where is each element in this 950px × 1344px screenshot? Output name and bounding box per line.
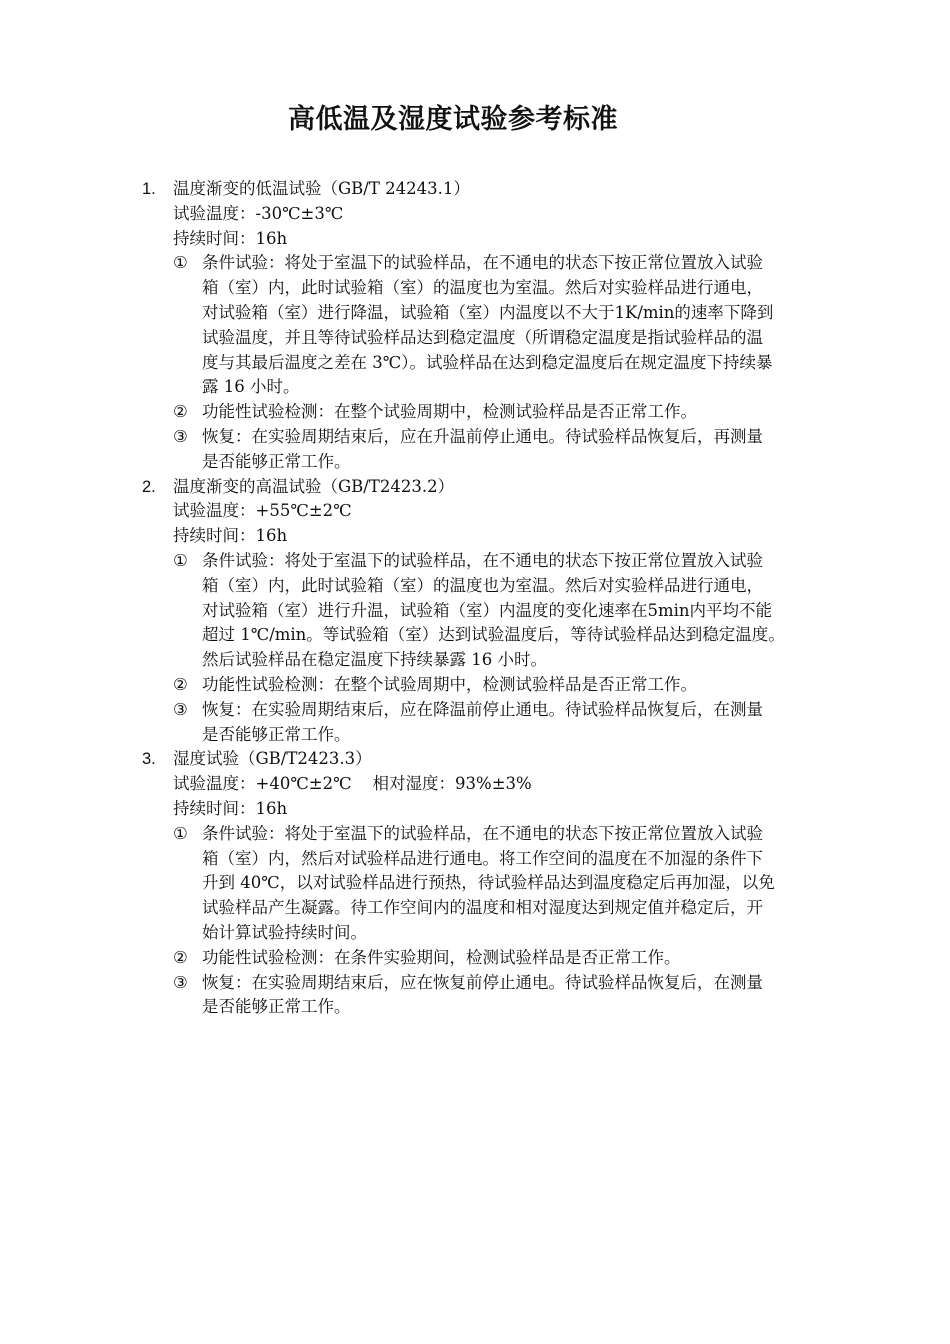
- text-line: 功能性试验检测：在整个试验周期中，检测试验样品是否正常工作。: [202, 674, 697, 694]
- sub-item-functional-check: [173, 673, 872, 698]
- sub-item-text: [202, 549, 872, 673]
- test-duration: 持续时间：16h: [173, 228, 288, 248]
- section-number: 1.: [142, 180, 156, 198]
- sub-item-text: [202, 673, 872, 698]
- circled-number-1: ①: [173, 823, 188, 843]
- sub-item-recovery: [173, 971, 872, 1021]
- circled-number-3: ③: [173, 972, 188, 992]
- test-temperature: 试验温度：+55℃±2℃: [173, 501, 352, 521]
- text-line: 恢复：在实验周期结束后，应在恢复前停止通电。待试验样品恢复后，在测量: [202, 972, 763, 992]
- text-line: 恢复：在实验周期结束后，应在降温前停止通电。待试验样品恢复后，在测量: [202, 699, 763, 719]
- text-line: 功能性试验检测：在条件实验期间，检测试验样品是否正常工作。: [202, 947, 681, 967]
- sub-item-text: [202, 425, 872, 475]
- text-line: 是否能够正常工作。: [202, 997, 351, 1017]
- test-duration: 持续时间：16h: [173, 526, 288, 546]
- section-1: [142, 177, 872, 475]
- text-line: 对试验箱（室）进行降温，试验箱（室）内温度以不大于1K/min的速率下降到: [202, 302, 774, 322]
- text-line: 试验温度，并且等待试验样品达到稳定温度（所谓稳定温度是指试验样品的温: [202, 327, 763, 347]
- sub-item-text: [202, 822, 872, 946]
- circled-number-2: ②: [173, 674, 188, 694]
- circled-number-3: ③: [173, 426, 188, 446]
- circled-number-1: ①: [173, 550, 188, 570]
- sub-item-text: [202, 946, 872, 971]
- sub-item-conditioning: [173, 822, 872, 946]
- sub-item-functional-check: [173, 400, 872, 425]
- text-line: 功能性试验检测：在整个试验周期中，检测试验样品是否正常工作。: [202, 402, 697, 422]
- text-line: 然后试验样品在稳定温度下持续暴露 16 小时。: [202, 650, 547, 670]
- circled-number-2: ②: [173, 402, 188, 422]
- text-line: 箱（室）内，此时试验箱（室）的温度也为室温。然后对实验样品进行通电，: [202, 278, 763, 298]
- test-duration: 持续时间：16h: [173, 798, 288, 818]
- text-line: 露 16 小时。: [202, 377, 300, 397]
- sub-item-text: [202, 400, 872, 425]
- text-line: 条件试验：将处于室温下的试验样品，在不通电的状态下按正常位置放入试验: [202, 550, 763, 570]
- test-temperature: 试验温度：-30℃±3℃: [173, 203, 344, 223]
- text-line: 升到 40℃，以对试验样品进行预热，待试验样品达到温度稳定后再加湿，以免: [202, 873, 775, 893]
- sub-item-text: [202, 698, 872, 748]
- sections-list: [142, 177, 872, 1020]
- section-number: 2.: [142, 477, 156, 496]
- sub-item-recovery: [173, 425, 872, 475]
- text-line: 对试验箱（室）进行升温，试验箱（室）内温度的变化速率在5min内平均不能: [202, 600, 773, 620]
- section-number: 3.: [142, 750, 156, 769]
- page-title: 高低温及湿度试验参考标准: [288, 104, 618, 135]
- text-line: 试验样品产生凝露。待工作空间内的温度和相对湿度达到规定值并稳定后，开: [202, 898, 763, 918]
- sub-item-text: [202, 971, 872, 1021]
- circled-number-3: ③: [173, 699, 188, 719]
- sub-item-conditioning: [173, 549, 872, 673]
- circled-number-2: ②: [173, 947, 188, 967]
- text-line: 是否能够正常工作。: [202, 451, 351, 471]
- text-line: 箱（室）内，此时试验箱（室）的温度也为室温。然后对实验样品进行通电，: [202, 575, 763, 595]
- sub-item-text: [202, 251, 872, 400]
- text-line: 始计算试验持续时间。: [202, 922, 367, 942]
- section-heading: 湿度试验（GB/T2423.3）: [173, 749, 372, 769]
- text-line: 箱（室）内，然后对试验样品进行通电。将工作空间的温度在不加湿的条件下: [202, 848, 763, 868]
- text-line: 条件试验：将处于室温下的试验样品，在不通电的状态下按正常位置放入试验: [202, 823, 763, 843]
- text-line: 是否能够正常工作。: [202, 724, 351, 744]
- section-heading: 温度渐变的高温试验（GB/T2423.2）: [173, 476, 455, 496]
- sub-item-conditioning: [173, 251, 872, 400]
- sub-item-functional-check: [173, 946, 872, 971]
- text-line: 超过 1℃/min。等试验箱（室）达到试验温度后，等待试验样品达到稳定温度。: [202, 625, 785, 645]
- sub-item-recovery: [173, 698, 872, 748]
- text-line: 度与其最后温度之差在 3℃）。试验样品在达到稳定温度后在规定温度下持续暴: [202, 352, 773, 372]
- test-temperature-humidity: 试验温度：+40℃±2℃ 相对湿度：93%±3%: [173, 774, 532, 794]
- text-line: 恢复：在实验周期结束后，应在升温前停止通电。待试验样品恢复后，再测量: [202, 426, 763, 446]
- circled-number-1: ①: [173, 253, 188, 273]
- section-2: [142, 475, 872, 748]
- section-heading: 温度渐变的低温试验（GB/T 24243.1）: [173, 179, 470, 198]
- text-line: 条件试验：将处于室温下的试验样品，在不通电的状态下按正常位置放入试验: [202, 253, 763, 273]
- section-3: [142, 747, 872, 1020]
